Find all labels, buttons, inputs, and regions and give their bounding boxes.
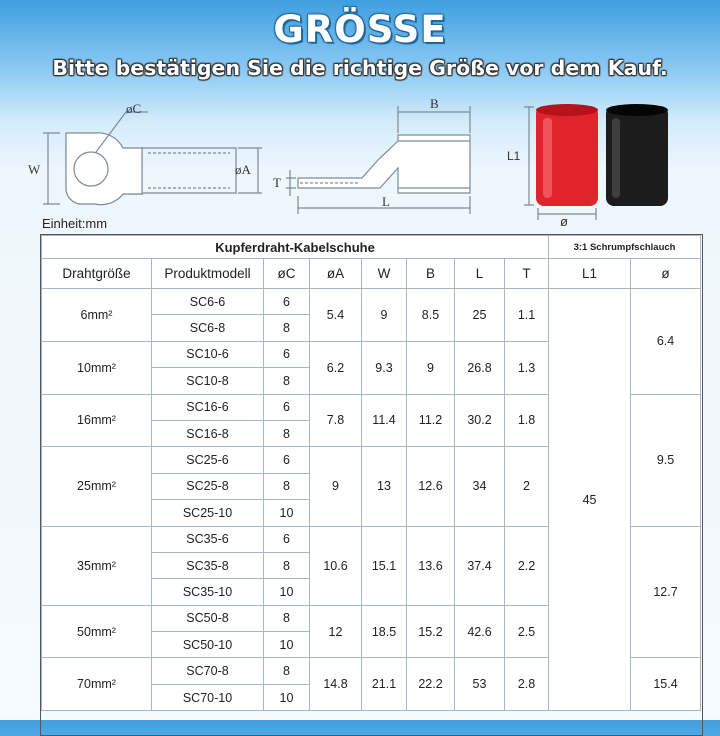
cell-model: SC6-6 xyxy=(152,289,264,315)
cell-w: 11.4 xyxy=(362,394,407,447)
cell-model: SC16-6 xyxy=(152,394,264,420)
cell-tube-diameter: 6.4 xyxy=(631,289,701,395)
dim-c-label: øC xyxy=(126,101,142,116)
cell-b: 15.2 xyxy=(407,605,455,658)
lug-front-view xyxy=(43,112,262,205)
table-row xyxy=(42,289,701,315)
cell-diameter-a: 10.6 xyxy=(310,526,362,605)
lug-side-view xyxy=(286,106,470,214)
cell-wire-size: 25mm² xyxy=(42,447,152,526)
cell-diameter-c: 6 xyxy=(264,447,310,473)
cell-model: SC25-8 xyxy=(152,473,264,499)
cell-l: 25 xyxy=(455,289,505,342)
cell-diameter-c: 8 xyxy=(264,658,310,684)
col-header: Produktmodell xyxy=(152,259,264,289)
page-title: GRÖSSE xyxy=(273,8,447,51)
spec-table xyxy=(41,235,701,711)
cell-model: SC16-8 xyxy=(152,420,264,446)
cell-t: 2.8 xyxy=(505,658,549,711)
cell-tube-diameter: 15.4 xyxy=(631,658,701,711)
dim-a-label: øA xyxy=(235,162,251,177)
cell-l1: 45 xyxy=(549,289,631,711)
shrink-title: 3:1 Schrumpfschlauch xyxy=(549,236,701,259)
heat-shrink-tubes xyxy=(536,104,668,206)
cell-tube-diameter: 12.7 xyxy=(631,526,701,658)
cell-t: 2.2 xyxy=(505,526,549,605)
technical-diagram xyxy=(0,96,720,226)
cell-wire-size: 10mm² xyxy=(42,341,152,394)
cell-diameter-c: 8 xyxy=(264,315,310,341)
cell-wire-size: 16mm² xyxy=(42,394,152,447)
cell-diameter-c: 10 xyxy=(264,500,310,526)
dim-b-label: B xyxy=(430,96,439,111)
col-header: T xyxy=(505,259,549,289)
dim-t-label: T xyxy=(273,175,281,190)
cell-t: 1.8 xyxy=(505,394,549,447)
cell-l: 30.2 xyxy=(455,394,505,447)
col-header: Drahtgröße xyxy=(42,259,152,289)
cell-diameter-c: 6 xyxy=(264,526,310,552)
dim-l-label: L xyxy=(382,194,390,209)
cell-diameter-a: 7.8 xyxy=(310,394,362,447)
cell-l: 53 xyxy=(455,658,505,711)
cell-diameter-a: 6.2 xyxy=(310,341,362,394)
cell-diameter-c: 8 xyxy=(264,473,310,499)
cell-diameter-a: 5.4 xyxy=(310,289,362,342)
cell-model: SC35-6 xyxy=(152,526,264,552)
cell-diameter-c: 8 xyxy=(264,552,310,578)
cell-w: 9.3 xyxy=(362,341,407,394)
cell-diameter-c: 10 xyxy=(264,579,310,605)
cell-b: 11.2 xyxy=(407,394,455,447)
cell-l: 34 xyxy=(455,447,505,526)
cell-model: SC50-8 xyxy=(152,605,264,631)
unit-label: Einheit:mm xyxy=(42,216,108,231)
cell-b: 9 xyxy=(407,341,455,394)
cell-model: SC35-10 xyxy=(152,579,264,605)
col-header: øA xyxy=(310,259,362,289)
cell-wire-size: 35mm² xyxy=(42,526,152,605)
cell-model: SC10-6 xyxy=(152,341,264,367)
cell-model: SC50-10 xyxy=(152,632,264,658)
cell-diameter-c: 8 xyxy=(264,368,310,394)
cell-diameter-c: 8 xyxy=(264,420,310,446)
cell-b: 22.2 xyxy=(407,658,455,711)
cell-b: 13.6 xyxy=(407,526,455,605)
cell-diameter-a: 12 xyxy=(310,605,362,658)
dim-w-label: W xyxy=(28,162,41,177)
cell-model: SC25-6 xyxy=(152,447,264,473)
cell-w: 21.1 xyxy=(362,658,407,711)
cell-diameter-a: 9 xyxy=(310,447,362,526)
cell-w: 9 xyxy=(362,289,407,342)
cell-tube-diameter: 9.5 xyxy=(631,394,701,526)
cell-diameter-c: 6 xyxy=(264,394,310,420)
cell-model: SC35-8 xyxy=(152,552,264,578)
col-header: øC xyxy=(264,259,310,289)
cell-diameter-c: 6 xyxy=(264,341,310,367)
cell-l: 26.8 xyxy=(455,341,505,394)
cell-wire-size: 50mm² xyxy=(42,605,152,658)
col-header: ø xyxy=(631,259,701,289)
cell-t: 1.3 xyxy=(505,341,549,394)
cell-t: 1.1 xyxy=(505,289,549,342)
cell-diameter-c: 8 xyxy=(264,605,310,631)
cell-w: 18.5 xyxy=(362,605,407,658)
cell-t: 2 xyxy=(505,447,549,526)
cell-l: 37.4 xyxy=(455,526,505,605)
cell-w: 13 xyxy=(362,447,407,526)
cell-model: SC6-8 xyxy=(152,315,264,341)
cell-diameter-c: 10 xyxy=(264,684,310,710)
dim-l1-label: L1 xyxy=(507,149,521,163)
col-header: B xyxy=(407,259,455,289)
dim-diameter-label: ø xyxy=(560,214,568,226)
col-header: L xyxy=(455,259,505,289)
cell-model: SC70-10 xyxy=(152,684,264,710)
cell-l: 42.6 xyxy=(455,605,505,658)
cell-model: SC10-8 xyxy=(152,368,264,394)
cell-diameter-c: 10 xyxy=(264,632,310,658)
cell-wire-size: 70mm² xyxy=(42,658,152,711)
group-title: Kupferdraht-Kabelschuhe xyxy=(42,236,549,259)
cell-model: SC25-10 xyxy=(152,500,264,526)
cell-diameter-c: 6 xyxy=(264,289,310,315)
cell-model: SC70-8 xyxy=(152,658,264,684)
cell-b: 8.5 xyxy=(407,289,455,342)
cell-t: 2.5 xyxy=(505,605,549,658)
cell-w: 15.1 xyxy=(362,526,407,605)
cell-diameter-a: 14.8 xyxy=(310,658,362,711)
col-header: W xyxy=(362,259,407,289)
page-subtitle: Bitte bestätigen Sie die richtige Größe vor dem Kauf. xyxy=(52,56,668,80)
col-header: L1 xyxy=(549,259,631,289)
cell-wire-size: 6mm² xyxy=(42,289,152,342)
cell-b: 12.6 xyxy=(407,447,455,526)
spec-table-body xyxy=(42,289,701,711)
